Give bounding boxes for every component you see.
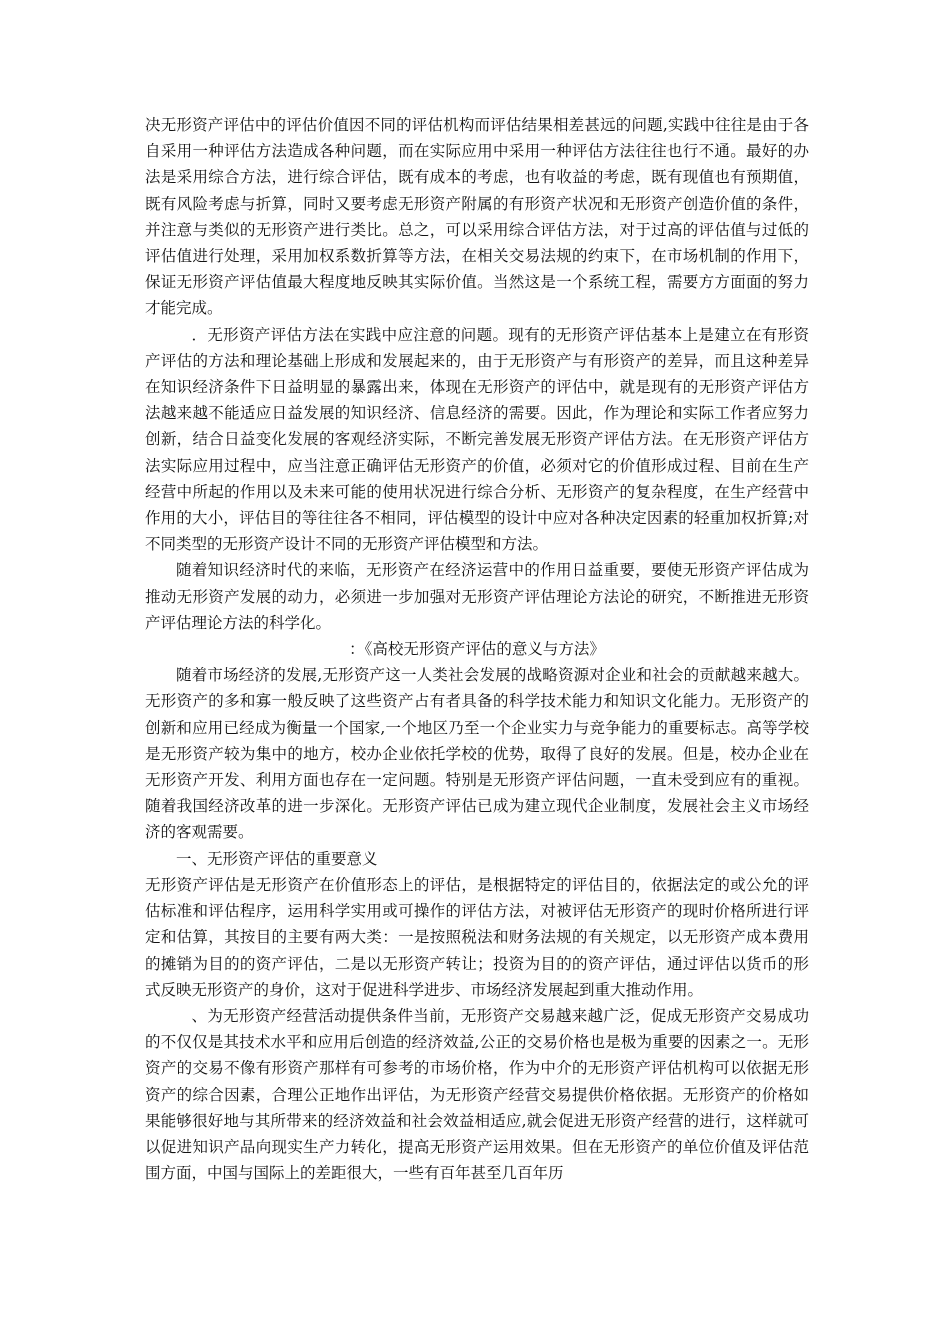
paragraph-market-economy: 随着市场经济的发展,无形资产这一人类社会发展的战略资源对企业和社会的贡献越来越大。无形资产的多和寡一般反映了这些资产占有者具备的科学技术能力和知识文化能力。无形资产的创新和应用已经成为衡量一个国家,一个地区乃至一个企业实力与竞争能力的重要标志。高等学校是无形资产较为集中的地方，校办企业依托学校的优势，取得了良好的发展。但是，校办企业在无形资产开发、利用方面也存在一定问题。特别是无形资产评估问题，一直未受到应有的重视。随着我国经济改革的进一步深化。无形资产评估已成为建立现代企业制度，发展社会主义市场经济的客观需要。	[145, 666, 809, 842]
section-heading-importance: 一、无形资产评估的重要意义	[176, 849, 378, 868]
paragraph-method-issues: ．无形资产评估方法在实践中应注意的问题。现有的无形资产评估基本上是建立在有形资产评估的方法和理论基础上形成和发展起来的，由于无形资产与有形资产的差异，而且这种差异在知识经济条件下日益明显的暴露出来，体现在无形资产的评估中，就是现有的无形资产评估方法越来越不能适应日益发展的知识经济、信息经济的需要。因此，作为理论和实际工作者应努力创新，结合日益变化发展的客观经济实际，不断完善发展无形资产评估方法。在无形资产评估方法实际应用过程中，应当注意正确评估无形资产的价值，必须对它的价值形成过程、目前在生产经营中所起的作用以及未来可能的使用状况进行综合分析、无形资产的复杂程度，在生产经营中作用的大小，评估目的等往往各不相同，评估模型的设计中应对各种决定因素的轻重加权折算;对不同类型的无形资产设计不同的无形资产评估模型和方法。	[145, 325, 809, 554]
paragraph-continued: 决无形资产评估中的评估价值因不同的评估机构而评估结果相差甚远的问题,实践中往往是由于各自采用一种评估方法造成各种问题，而在实际应用中采用一种评估方法往往也行不通。最好的办法是采用综合方法，进行综合评估，既有成本的考虑，也有收益的考虑，既有现值也有预期值，既有风险考虑与折算，同时又要考虑无形资产附属的有形资产状况和无形资产创造价值的条件，并注意与类似的无形资产进行类比。总之，可以采用综合评估方法，对于过高的评估值与过低的评估值进行处理，采用加权系数折算等方法，在相关交易法规的约束下，在市场机制的作用下，保证无形资产评估值最大程度地反映其实际价值。当然这是一个系统工程，需要方方面面的努力才能完成。	[145, 116, 809, 318]
paragraph-definition: 无形资产评估是无形资产在价值形态上的评估，是根据特定的评估目的，依据法定的或公允的评估标准和评估程序，运用科学实用或可操作的评估方法，对被评估无形资产的现时价格所进行评定和估算，其按目的主要有两大类：一是按照税法和财务法规的有关规定，以无形资产成本费用的摊销为目的的资产评估，二是以无形资产转让；投资为目的的资产评估，通过评估以货币的形式反映无形资产的身价，这对于促进科学进步、市场经济发展起到重大推动作用。	[145, 875, 809, 999]
paragraph-knowledge-economy: 随着知识经济时代的来临，无形资产在经济运营中的作用日益重要，要使无形资产评估成为推动无形资产发展的动力，必须进一步加强对无形资产评估理论方法论的研究，不断推进无形资产评估理论方法的科学化。	[145, 561, 809, 632]
document-body	[145, 112, 809, 1186]
paragraph-business-conditions: 、为无形资产经营活动提供条件当前，无形资产交易越来越广泛，促成无形资产交易成功的不仅仅是其技术水平和应用后创造的经济效益,公正的交易价格也是极为重要的因素之一。无形资产的交易不像有形资产那样有可参考的市场价格，作为中介的无形资产评估机构可以依据无形资产的综合因素，合理公正地作出评估，为无形资产经营交易提供价格依据。无形资产的价格如果能够很好地与其所带来的经济效益和社会效益相适应,就会促进无形资产经营的进行，这样就可以促进知识产品向现实生产力转化，提高无形资产运用效果。但在无形资产的单位价值及评估范围方面，中国与国际上的差距很大，一些有百年甚至几百年历	[145, 1006, 809, 1183]
article-title: ：《高校无形资产评估的意义与方法》	[349, 640, 605, 659]
